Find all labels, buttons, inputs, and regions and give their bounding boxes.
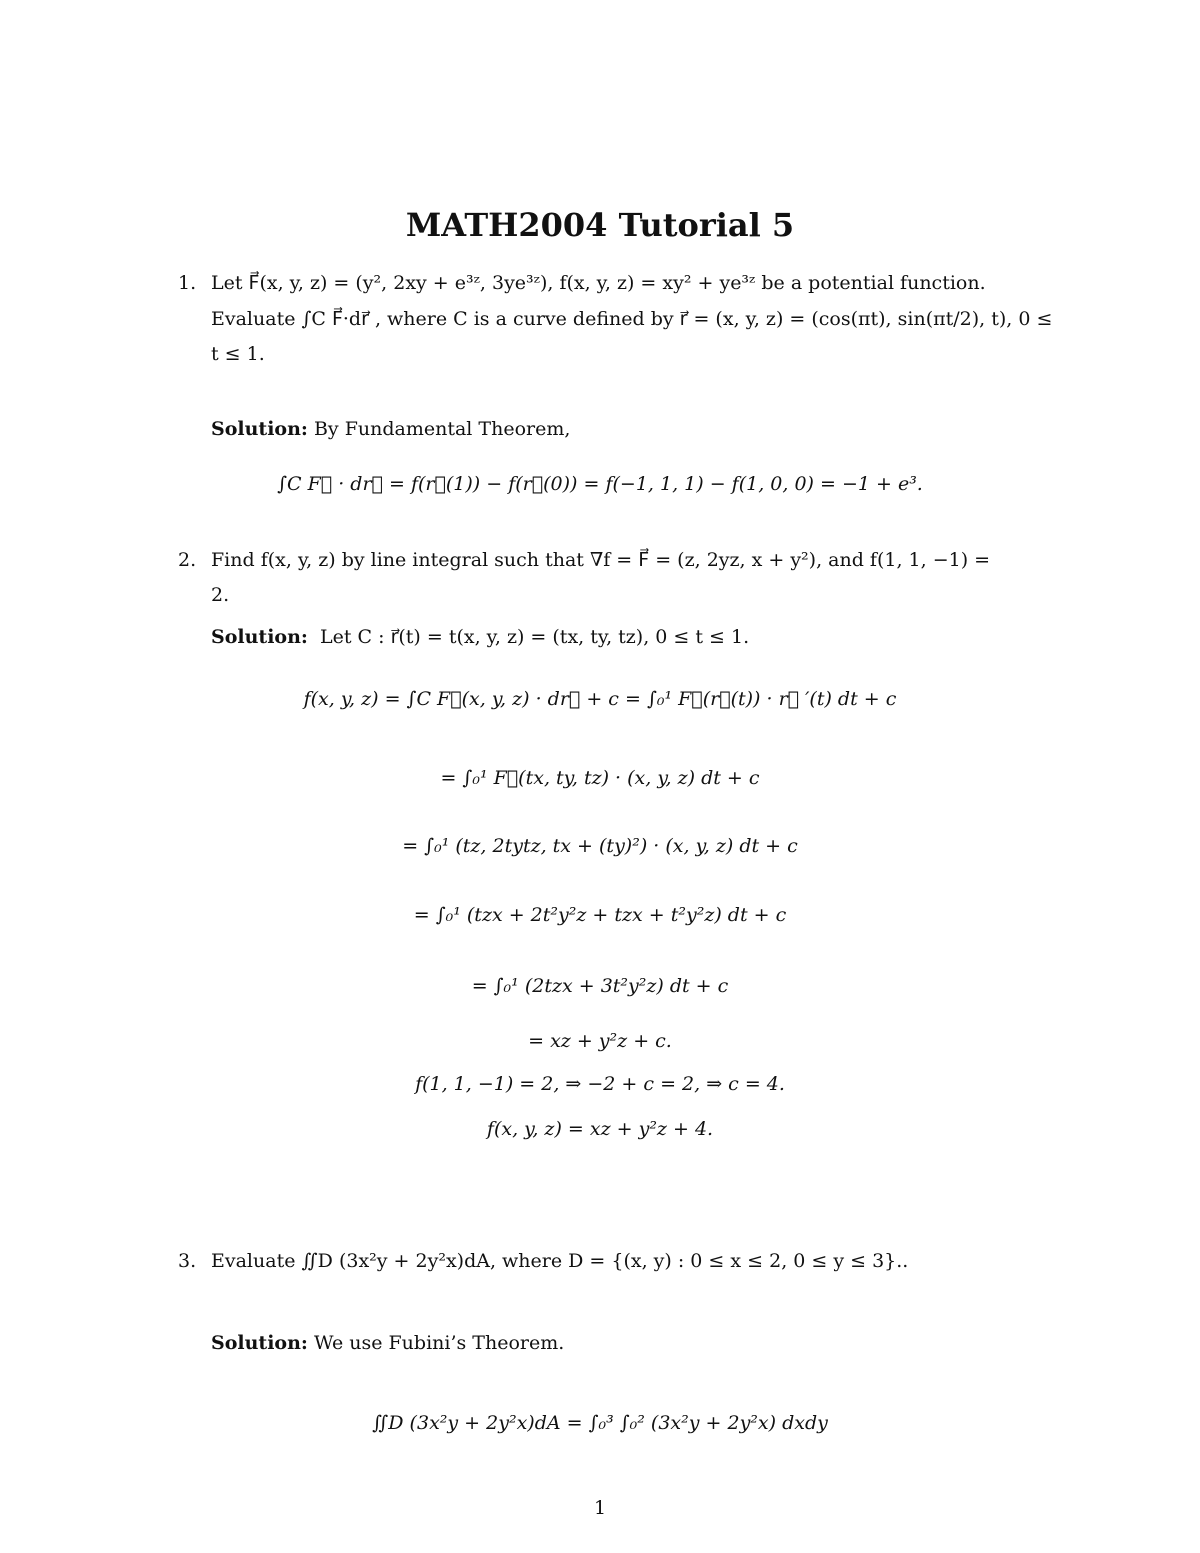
problem-2-equation-6: = xz + y²z + c. bbox=[528, 1030, 672, 1052]
solution-text: Let C : r⃗(t) = t(x, y, z) = (tx, ty, tz), 0 ≤ t ≤ 1. bbox=[320, 626, 750, 648]
problem-2-line-1: Find f(x, y, z) by line integral such that ∇f = F⃗ = (z, 2yz, x + y²), and f(1, 1, −1) = bbox=[211, 549, 991, 571]
problem-2-solution bbox=[211, 626, 749, 648]
problem-1-line-2: Evaluate ∫C F⃗·dr⃗ , where C is a curve defined by r⃗ = (x, y, z) = (cos(πt), sin(πt/2), t), 0 ≤ bbox=[211, 308, 1053, 330]
solution-label: Solution: bbox=[211, 1332, 308, 1354]
problem-2-equation-8: f(x, y, z) = xz + y²z + 4. bbox=[486, 1118, 714, 1140]
problem-2-equation-7: f(1, 1, −1) = 2, ⇒ −2 + c = 2, ⇒ c = 4. bbox=[415, 1073, 785, 1095]
solution-label: Solution: bbox=[211, 418, 308, 440]
problem-3-solution bbox=[211, 1332, 564, 1354]
page-title: MATH2004 Tutorial 5 bbox=[405, 206, 795, 244]
problem-2-equation-3: = ∫₀¹ (tz, 2tytz, tx + (ty)²) · (x, y, z) dt + c bbox=[402, 835, 798, 857]
problem-1-solution bbox=[211, 418, 570, 440]
problem-2-equation-2: = ∫₀¹ F⃗(tx, ty, tz) · (x, y, z) dt + c bbox=[440, 767, 760, 789]
problem-3-line-1: Evaluate ∬D (3x²y + 2y²x)dA, where D = {(x, y) : 0 ≤ x ≤ 2, 0 ≤ y ≤ 3}.. bbox=[211, 1250, 909, 1272]
solution-label: Solution: bbox=[211, 626, 308, 648]
problem-2-number: 2. bbox=[178, 549, 197, 571]
problem-2-equation-5: = ∫₀¹ (2tzx + 3t²y²z) dt + c bbox=[471, 975, 729, 997]
problem-3-equation: ∬D (3x²y + 2y²x)dA = ∫₀³ ∫₀² (3x²y + 2y²x) dxdy bbox=[372, 1412, 828, 1434]
problem-3-number: 3. bbox=[178, 1250, 197, 1272]
problem-2-equation-4: = ∫₀¹ (tzx + 2t²y²z + tzx + t²y²z) dt + c bbox=[413, 904, 787, 926]
problem-1-number: 1. bbox=[178, 272, 197, 294]
solution-text: By Fundamental Theorem, bbox=[313, 418, 571, 440]
problem-1-equation: ∫C F⃗ · dr⃗ = f(r⃗(1)) − f(r⃗(0)) = f(−1, 1, 1) − f(1, 0, 0) = −1 + e³. bbox=[277, 473, 923, 495]
page-number: 1 bbox=[593, 1497, 607, 1519]
problem-1-line-1: Let F⃗(x, y, z) = (y², 2xy + e³ᶻ, 3ye³ᶻ), f(x, y, z) = xy² + ye³ᶻ be a potential function. bbox=[211, 272, 986, 294]
solution-text: We use Fubini’s Theorem. bbox=[313, 1332, 565, 1354]
problem-1-line-3: t ≤ 1. bbox=[211, 343, 265, 365]
problem-2-equation-1: f(x, y, z) = ∫C F⃗(x, y, z) · dr⃗ + c = ∫₀¹ F⃗(r⃗(t)) · r⃗ ′(t) dt + c bbox=[303, 688, 897, 710]
problem-2-line-2: 2. bbox=[211, 584, 230, 606]
